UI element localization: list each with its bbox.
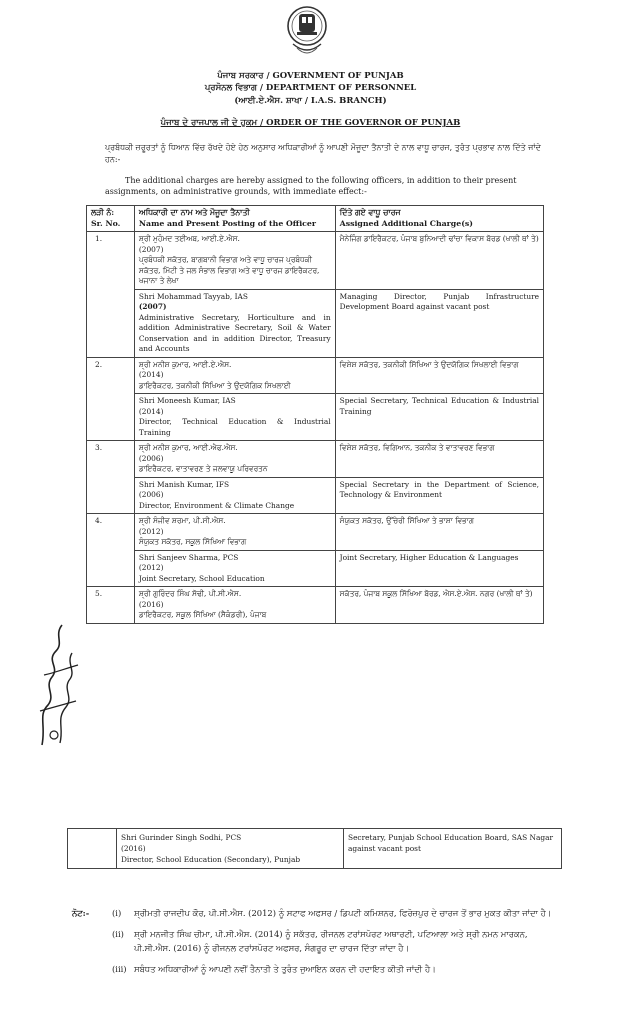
- row-sr: 5.: [87, 587, 135, 624]
- officer-post-pa: ਡਾਇਰੈਕਟਰ, ਸਕੂਲ ਸਿੱਖਿਆ (ਸੈਕੰਡਰੀ), ਪੰਜਾਬ: [138, 610, 267, 619]
- officer-post-en: Joint Secretary, School Education: [138, 573, 265, 583]
- officer-pa-cell: [134, 357, 335, 394]
- table-row: [87, 357, 544, 394]
- officer-en-cell: [134, 289, 335, 357]
- charge-pa: ਵਿਸ਼ੇਸ਼ ਸਕੱਤਰ, ਵਿਗਿਆਨ, ਤਕਨੀਕ ਤੇ ਵਾਤਾਵਰਣ ਵਿਭਾਗ: [335, 441, 543, 478]
- officer-post-en: Director, Environment & Climate Change: [138, 500, 295, 510]
- officer-batch-pa: (2016): [138, 599, 164, 609]
- officer-name-pa: ਸ਼੍ਰੀ ਮਨੀਸ਼ ਕੁਮਾਰ, ਆਈ.ਏ.ਐਸ.: [138, 359, 232, 369]
- table-row: [87, 477, 544, 514]
- row-sr: 1.: [87, 232, 135, 358]
- officer-en-cell: [134, 550, 335, 587]
- government-name: ਪੰਜਾਬ ਸਰਕਾਰ / GOVERNMENT OF PUNJAB: [217, 71, 404, 81]
- branch-name: (ਆਈ.ਏ.ਐਸ. ਸ਼ਾਖਾ / I.A.S. BRANCH): [234, 96, 387, 106]
- officer-name-en: Shri Moneesh Kumar, IAS: [138, 396, 236, 405]
- table-row: [87, 289, 544, 357]
- note-text: ਸ਼੍ਰੀਮਤੀ ਰਾਜਦੀਪ ਕੌਰ, ਪੀ.ਸੀ.ਐਸ. (2012) ਨੂੰ ਸਟਾਫ ਅਫਸਰ / ਡਿਪਟੀ ਕਮਿਸ਼ਨਰ, ਫਿਰੋਜ਼ਪੁਰ ਦੇ ਚਾਰਜ ਤੋਂ ਭਾਰ ਮੁਕਤ ਕੀਤਾ ਜਾਂਦਾ ਹੈ।: [134, 908, 552, 918]
- note-label-spacer: [72, 927, 112, 955]
- continuation-table: [67, 828, 562, 869]
- table-row: [68, 829, 562, 869]
- header-name: [134, 206, 335, 232]
- charge-pa: ਵਿਸ਼ੇਸ਼ ਸਕੱਤਰ, ਤਕਨੀਕੀ ਸਿੱਖਿਆ ਤੇ ਉਦਯੋਗਿਕ ਸਿਖਲਾਈ ਵਿਭਾਗ: [335, 357, 543, 394]
- table-row: [87, 441, 544, 478]
- charges-table: [86, 205, 544, 624]
- header-sr: [87, 206, 135, 232]
- note-text: ਸਬੰਧਤ ਅਧਿਕਾਰੀਆਂ ਨੂੰ ਆਪਣੀ ਨਵੀਂ ਤੈਨਾਤੀ ਤੇ ਤੁਰੰਤ ਜੁਆਇਨ ਕਰਨ ਦੀ ਹਦਾਇਤ ਕੀਤੀ ਜਾਂਦੀ ਹੈ।: [134, 964, 436, 974]
- order-title: [0, 118, 621, 128]
- table-row: [87, 587, 544, 624]
- officer-pa-cell: [134, 587, 335, 624]
- charge-en: Secretary, Punjab School Education Board, SAS Nagar against vacant post: [344, 829, 562, 869]
- officer-batch-en: (2016): [121, 844, 146, 853]
- header-name-en: Name and Present Posting of the Officer: [138, 218, 316, 228]
- officer-pa-cell: [134, 232, 335, 290]
- row-sr: 4.: [87, 514, 135, 587]
- officer-batch-en: (2012): [138, 563, 164, 572]
- note-label-spacer: [72, 962, 112, 976]
- officer-post-pa: ਡਾਇਰੈਕਟਰ, ਤਕਨੀਕੀ ਸਿੱਖਿਆ ਤੇ ਉਦਯੋਗਿਕ ਸਿਖਲਾਈ: [138, 380, 291, 390]
- officer-name-en: Shri Manish Kumar, IFS: [138, 479, 230, 489]
- intro-english: The additional charges are hereby assigned to the following officers, in addition to their present assignments, on administrative grounds, with immediate effect:-: [105, 176, 517, 196]
- note-number: (ii): [112, 929, 124, 939]
- officer-post-pa: ਡਾਇਰੈਕਟਰ, ਵਾਤਾਵਰਣ ਤੇ ਜਲਵਾਯੂ ਪਰਿਵਰਤਨ: [138, 464, 268, 473]
- handwritten-signature: [34, 615, 84, 750]
- officer-en-cell: [134, 394, 335, 441]
- charge-pa: ਮੈਨੇਜਿੰਗ ਡਾਇਰੈਕਟਰ, ਪੰਜਾਬ ਬੁਨਿਆਦੀ ਢਾਂਚਾ ਵਿਕਾਸ ਬੋਰਡ (ਖਾਲੀ ਥਾਂ ਤੇ): [335, 232, 543, 290]
- officer-name-pa: ਸ਼੍ਰੀ ਮਨੀਸ਼ ਕੁਮਾਰ, ਆਈ.ਐਫ.ਐਸ.: [138, 443, 238, 452]
- officer-name-pa: ਸ਼੍ਰੀ ਸੰਜੀਵ ਸ਼ਰਮਾ, ਪੀ.ਸੀ.ਐਸ.: [138, 516, 226, 525]
- charge-en: Managing Director, Punjab Infrastructure Development Board against vacant post: [335, 289, 543, 357]
- note-item: [72, 962, 562, 976]
- note-item: [72, 906, 562, 920]
- state-emblem-icon: [285, 4, 329, 60]
- officer-pa-cell: [134, 441, 335, 478]
- row-sr: 3.: [87, 441, 135, 514]
- officer-name-pa: ਸ਼੍ਰੀ ਗੁਰਿੰਦਰ ਸਿੰਘ ਸੋਢੀ, ਪੀ.ਸੀ.ਐਸ.: [138, 589, 242, 598]
- order-title-text: ਪੰਜਾਬ ਦੇ ਰਾਜਪਾਲ ਜੀ ਦੇ ਹੁਕਮ / ORDER OF THE GOVERNOR OF PUNJAB: [160, 118, 461, 128]
- notes-label: ਨੋਟ:-: [72, 908, 90, 918]
- header-charge: [335, 206, 543, 232]
- table-row: [87, 232, 544, 290]
- officer-en-cell: [134, 477, 335, 514]
- header-charge-pa: ਦਿੱਤੇ ਗਏ ਵਾਧੂ ਚਾਰਜ: [339, 208, 401, 217]
- officer-name-en: Shri Sanjeev Sharma, PCS: [138, 552, 239, 562]
- officer-post-pa: ਸੰਯੁਕਤ ਸਕੱਤਰ, ਸਕੂਲ ਸਿੱਖਿਆ ਵਿਭਾਗ: [138, 537, 247, 546]
- table-header-row: [87, 206, 544, 232]
- officer-name-en: Shri Gurinder Singh Sodhi, PCS: [121, 833, 242, 842]
- officer-batch-pa: (2014): [138, 370, 164, 379]
- officer-batch-pa: (2012): [138, 526, 164, 536]
- table-row: [87, 550, 544, 587]
- note-text: ਸ਼੍ਰੀ ਮਨਜੀਤ ਸਿੰਘ ਚੀਮਾ, ਪੀ.ਸੀ.ਐਸ. (2014) ਨੂੰ ਸਕੱਤਰ, ਰੀਜਨਲ ਟਰਾਂਸਪੋਰਟ ਅਥਾਰਟੀ, ਪਟਿਆਲਾ ਅਤੇ ਸ਼੍ਰੀ ਨਮਨ ਮਾਰਕਨ, ਪੀ.ਸੀ.ਐਸ. (2016) ਨੂੰ ਰੀਜਨਲ ਟਰਾਂਸਪੋਰਟ ਅਫਸਰ, ਸੰਗਰੂਰ ਦਾ ਚਾਰਜ ਦਿੱਤਾ ਜਾਂਦਾ ਹੈ।: [134, 929, 528, 953]
- charge-en: Special Secretary in the Department of Science, Technology & Environment: [335, 477, 543, 514]
- officer-pa-cell: [134, 514, 335, 551]
- officer-batch-en: (2007): [138, 302, 167, 311]
- officer-post-en: Director, School Education (Secondary), Punjab: [121, 855, 301, 864]
- intro-punjabi: ਪ੍ਰਬੰਧਕੀ ਜ਼ਰੂਰਤਾਂ ਨੂੰ ਧਿਆਨ ਵਿੱਚ ਰੱਖਦੇ ਹੋਏ ਹੇਠ ਅਨੁਸਾਰ ਅਧਿਕਾਰੀਆਂ ਨੂੰ ਆਪਣੀ ਮੌਜੂਦਾ ਤੈਨਾਤੀ ਦੇ ਨਾਲ ਵਾਧੂ ਚਾਰਜ, ਤੁਰੰਤ ਪ੍ਰਭਾਵ ਨਾਲ ਦਿੱਤੇ ਜਾਂਦੇ ਹਨ:-: [105, 143, 541, 164]
- officer-name-pa: ਸ਼੍ਰੀ ਮੁਹੰਮਦ ਤਈਅਬ, ਆਈ.ਏ.ਐਸ.: [138, 234, 240, 243]
- officer-en-cell: [117, 829, 344, 869]
- note-number: (iii): [112, 964, 127, 974]
- header-sr-pa: ਲੜੀ ਨੰ:: [91, 208, 115, 217]
- header-name-pa: ਅਧਿਕਾਰੀ ਦਾ ਨਾਮ ਅਤੇ ਮੌਜੂਦਾ ਤੈਨਾਤੀ: [138, 208, 250, 217]
- officer-batch-pa: (2006): [138, 453, 164, 463]
- row-sr: 2.: [87, 357, 135, 441]
- notes-section: [72, 906, 562, 983]
- officer-post-pa: ਪ੍ਰਬੰਧਕੀ ਸਕੱਤਰ, ਬਾਗਬਾਨੀ ਵਿਭਾਗ ਅਤੇ ਵਾਧੂ ਚਾਰਜ ਪ੍ਰਬੰਧਕੀ ਸਕੱਤਰ, ਮਿੱਟੀ ਤੇ ਜਲ ਸੰਭਾਲ ਵਿਭਾਗ ਅਤੇ ਵਾਧੂ ਚਾਰਜ ਡਾਇਰੈਕਟਰ, ਖਜਾਨਾ ਤੇ ਲੇਖਾ: [138, 255, 320, 285]
- header-sr-en: Sr. No.: [91, 218, 121, 228]
- row-sr-empty: [68, 829, 117, 869]
- officer-batch-en: (2014): [138, 406, 164, 416]
- header-charge-en: Assigned Additional Charge(s): [339, 218, 473, 228]
- officer-name-en: Shri Mohammad Tayyab, IAS: [138, 291, 248, 301]
- department-name: ਪ੍ਰਸੋਨਲ ਵਿਭਾਗ / DEPARTMENT OF PERSONNEL: [204, 83, 417, 93]
- table-row: [87, 394, 544, 441]
- charge-pa: ਸੰਯੁਕਤ ਸਕੱਤਰ, ਉੱਚੇਰੀ ਸਿੱਖਿਆ ਤੇ ਭਾਸ਼ਾ ਵਿਭਾਗ: [335, 514, 543, 551]
- charge-pa: ਸਕੱਤਰ, ਪੰਜਾਬ ਸਕੂਲ ਸਿੱਖਿਆ ਬੋਰਡ, ਐਸ.ਏ.ਐਸ. ਨਗਰ (ਖਾਲੀ ਥਾਂ ਤੇ): [335, 587, 543, 624]
- note-item: [72, 927, 562, 955]
- charge-en: Special Secretary, Technical Education & Industrial Training: [335, 394, 543, 441]
- officer-batch-pa: (2007): [138, 244, 164, 254]
- table-row: [87, 514, 544, 551]
- charge-en: Joint Secretary, Higher Education & Languages: [335, 550, 543, 587]
- officer-post-en: Director, Technical Education & Industrial Training: [138, 417, 331, 437]
- officer-batch-en: (2006): [138, 490, 164, 499]
- officer-post-en: Administrative Secretary, Horticulture and in addition Administrative Secretary, Soil & Water Conservation and in addition Director, Treasury and Accounts: [138, 312, 331, 353]
- note-number: (i): [112, 908, 122, 918]
